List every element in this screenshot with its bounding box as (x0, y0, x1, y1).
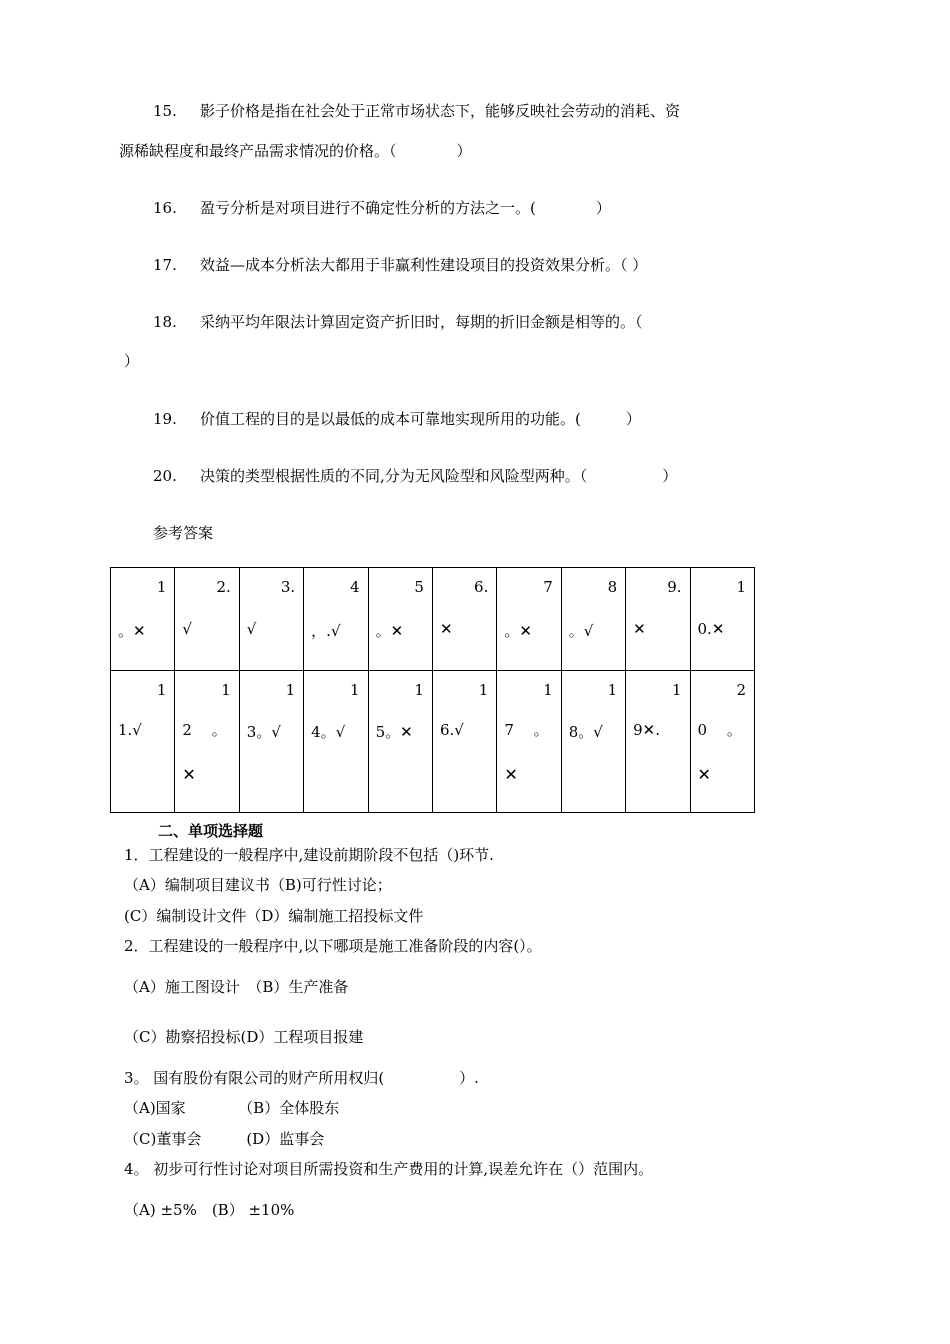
question-number: 17. (153, 256, 177, 274)
answer-cell-14: 1 4。√ (304, 671, 368, 813)
section-title: 二、单项选择题 (158, 822, 264, 840)
question-number: 15. (153, 102, 177, 120)
answers-heading: 参考答案 (153, 524, 214, 542)
question-number: 16. (153, 199, 177, 217)
answer-cell-10: 1 0.✕ (690, 568, 754, 671)
answer-cell-17: 1 7 。 ✕ (497, 671, 561, 813)
mc-line-9: （C)董事会 (D）监事会 (124, 1130, 325, 1148)
answer-cell-3: 3. √ (239, 568, 303, 671)
mc-line-11: （A) ±5% (B） ±10% (124, 1201, 295, 1219)
mc-line-7: 3。 国有股份有限公司的财产所用权归( ）. (124, 1069, 479, 1087)
mc-line-1: 1．工程建设的一般程序中,建设前期阶段不包括（)环节. (124, 846, 494, 864)
question-19 (153, 408, 641, 429)
answer-table (110, 567, 755, 812)
question-text: 效益—成本分析法大都用于非赢利性建设项目的投资效果分析。（ ） (200, 256, 648, 274)
question-18 (153, 311, 643, 332)
question-20 (153, 465, 677, 486)
question-text: 采纳平均年限法计算固定资产折旧时，每期的折旧金额是相等的。（ (200, 313, 643, 331)
question-text: 影子价格是指在社会处于正常市场状态下，能够反映社会劳动的消耗、资 (200, 102, 681, 120)
answer-cell-1: 1 。✕ (111, 568, 175, 671)
answer-cell-12: 1 2 。 ✕ (175, 671, 239, 813)
answer-cell-13: 1 3。√ (239, 671, 303, 813)
mc-line-10: 4。 初步可行性讨论对项目所需投资和生产费用的计算,误差允许在（）范围内。 (124, 1160, 654, 1178)
question-text: 盈亏分析是对项目进行不确定性分析的方法之一。( ） (200, 199, 611, 217)
question-18-continuation: ） (124, 352, 140, 370)
answer-cell-2: 2. √ (175, 568, 239, 671)
question-15-continuation: 源稀缺程度和最终产品需求情况的价格。（ ） (119, 142, 472, 160)
mc-line-4: 2．工程建设的一般程序中,以下哪项是施工准备阶段的内容(）。 (124, 937, 542, 955)
answer-cell-15: 1 5。✕ (368, 671, 432, 813)
answer-cell-7: 7 。✕ (497, 568, 561, 671)
answer-cell-9: 9. ✕ (626, 568, 690, 671)
mc-line-3: (C）编制设计文件（D）编制施工招投标文件 (124, 907, 424, 925)
answer-cell-5: 5 。✕ (368, 568, 432, 671)
mc-line-5: （A）施工图设计 （B）生产准备 (124, 978, 349, 996)
question-text: 决策的类型根据性质的不同,分为无风险型和风险型两种。（ ） (200, 467, 678, 485)
mc-line-8: （A)国家 （B）全体股东 (124, 1099, 340, 1117)
answer-cell-11: 1 1.√ (111, 671, 175, 813)
answer-cell-6: 6. ✕ (432, 568, 496, 671)
answer-cell-19: 1 9✕. (626, 671, 690, 813)
question-16 (153, 197, 611, 218)
mc-line-2: （A）编制项目建议书（B)可行性讨论； (124, 876, 392, 894)
answer-row-1 (111, 568, 755, 671)
answer-cell-20: 2 0 。 ✕ (690, 671, 754, 813)
question-17 (153, 254, 647, 275)
answer-cell-18: 1 8。√ (561, 671, 625, 813)
question-15 (153, 100, 680, 121)
mc-line-6: （C）勘察招投标(D）工程项目报建 (124, 1028, 364, 1046)
answer-row-2 (111, 671, 755, 813)
question-number: 19. (153, 410, 177, 428)
question-text: 价值工程的目的是以最低的成本可靠地实现所用的功能。( ） (200, 410, 641, 428)
question-number: 18. (153, 313, 177, 331)
answer-cell-4: 4 ，.√ (304, 568, 368, 671)
answer-cell-16: 1 6.√ (432, 671, 496, 813)
question-number: 20. (153, 467, 177, 485)
answer-cell-8: 8 。√ (561, 568, 625, 671)
